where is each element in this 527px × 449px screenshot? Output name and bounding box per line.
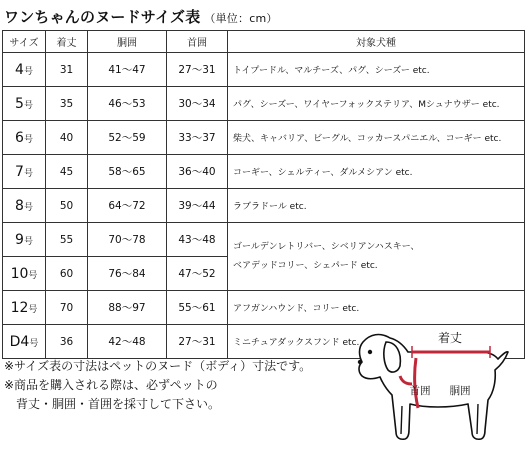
breeds-cell: 柴犬、キャバリア、ビーグル、コッカースパニエル、コーギー etc. (228, 121, 525, 155)
table-row (3, 53, 525, 87)
header-size: サイズ (3, 31, 46, 53)
table-row (3, 291, 525, 325)
length-cell: 45 (46, 155, 88, 189)
dog-front-leg (401, 406, 402, 434)
size-number: 12 (10, 299, 29, 316)
title-text: ワンちゃんのヌードサイズ表 (4, 8, 201, 26)
size-cell (3, 155, 46, 189)
chest-cell: 52～59 (88, 121, 167, 155)
size-suffix: 号 (28, 304, 38, 315)
size-cell (3, 257, 46, 291)
dog-measurement-diagram (350, 322, 527, 449)
breeds-cell: アフガンハウンド、コリー etc. (228, 291, 525, 325)
size-cell (3, 87, 46, 121)
note-line: 背丈・胴囲・首囲を採寸して下さい。 (16, 397, 221, 411)
chest-cell: 88～97 (88, 291, 167, 325)
neck-cell: 27～31 (167, 53, 228, 87)
dog-hind-leg (477, 404, 478, 434)
dog-nose (358, 360, 362, 364)
page-title (4, 6, 278, 27)
length-cell: 60 (46, 257, 88, 291)
size-suffix: 号 (23, 134, 33, 145)
size-table (2, 30, 525, 359)
size-cell (3, 189, 46, 223)
neck-cell: 55～61 (167, 291, 228, 325)
chest-cell: 70～78 (88, 223, 167, 257)
table-row (3, 155, 525, 189)
size-suffix: 号 (23, 168, 33, 179)
breeds-cell: ラブラドール etc. (228, 189, 525, 223)
size-number: 6 (15, 129, 24, 146)
table-row (3, 189, 525, 223)
neck-cell: 36～40 (167, 155, 228, 189)
dog-eye (368, 350, 372, 354)
breeds-line: ゴールデンレトリバー、シベリアンハスキー、 (233, 241, 420, 252)
size-suffix: 号 (29, 338, 39, 349)
size-cell (3, 325, 46, 359)
size-number: 9 (15, 231, 24, 248)
size-number: 7 (15, 163, 24, 180)
chest-cell: 41～47 (88, 53, 167, 87)
breeds-cell: ミニチュアダックスフンド etc. (228, 325, 525, 359)
neck-cell: 33～37 (167, 121, 228, 155)
note-line: ※商品を購入される際は、必ずペットの (4, 378, 218, 392)
note-line: ※サイズ表の寸法はペットのヌード（ボディ）寸法です。 (4, 359, 312, 373)
size-suffix: 号 (23, 202, 33, 213)
neck-cell: 39～44 (167, 189, 228, 223)
breeds-cell: トイプードル、マルチーズ、パグ、シーズー etc. (228, 53, 525, 87)
size-suffix: 号 (28, 270, 38, 281)
length-cell: 55 (46, 223, 88, 257)
header-chest: 胴囲 (88, 31, 167, 53)
length-label: 着丈 (437, 331, 463, 345)
length-cell: 40 (46, 121, 88, 155)
neck-cell: 47～52 (167, 257, 228, 291)
size-cell (3, 291, 46, 325)
table-row (3, 87, 525, 121)
length-cell: 36 (46, 325, 88, 359)
size-number: D4 (9, 333, 30, 350)
chest-label: 胴囲 (449, 385, 471, 397)
size-suffix: 号 (23, 236, 33, 247)
size-cell (3, 53, 46, 87)
header-length: 着丈 (46, 31, 88, 53)
length-cell: 50 (46, 189, 88, 223)
notes (4, 357, 311, 414)
size-cell (3, 121, 46, 155)
breeds-line: ベアデッドコリー、シェパード etc. (233, 260, 378, 271)
breeds-cell (228, 223, 525, 291)
chest-cell: 76～84 (88, 257, 167, 291)
table-header-row (3, 31, 525, 53)
breeds-cell: コーギー、シェルティー、ダルメシアン etc. (228, 155, 525, 189)
size-number: 4 (15, 61, 24, 78)
chest-cell: 46～53 (88, 87, 167, 121)
length-cell: 35 (46, 87, 88, 121)
chest-cell: 42～48 (88, 325, 167, 359)
size-number: 5 (15, 95, 24, 112)
neck-cell: 30～34 (167, 87, 228, 121)
header-neck: 首囲 (167, 31, 228, 53)
table-row (3, 121, 525, 155)
size-suffix: 号 (23, 100, 33, 111)
size-suffix: 号 (23, 66, 33, 77)
length-cell: 31 (46, 53, 88, 87)
size-number: 10 (10, 265, 29, 282)
table-row (3, 223, 525, 257)
length-cell: 70 (46, 291, 88, 325)
dog-outline (359, 335, 508, 440)
header-breeds: 対象犬種 (228, 31, 525, 53)
size-number: 8 (15, 197, 24, 214)
unit-note: （単位：cm） (204, 12, 278, 25)
chest-cell: 58～65 (88, 155, 167, 189)
neck-label: 首囲 (409, 385, 431, 397)
neck-cell: 27～31 (167, 325, 228, 359)
chest-cell: 64～72 (88, 189, 167, 223)
size-cell (3, 223, 46, 257)
breeds-cell: パグ、シーズー、ワイヤーフォックステリア、Mシュナウザー etc. (228, 87, 525, 121)
neck-cell: 43～48 (167, 223, 228, 257)
